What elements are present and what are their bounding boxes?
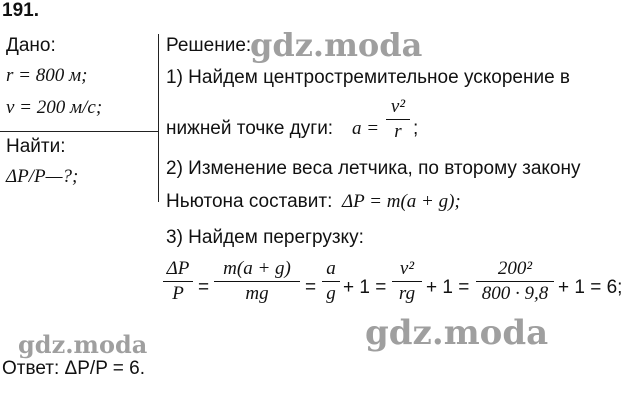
step3-line1: 3) Найдем перегрузку: — [166, 227, 364, 248]
given-velocity: v = 200 м/с; — [6, 97, 103, 118]
final-fraction-4-numerator: v² — [399, 258, 415, 279]
find-heading: Найти: — [6, 136, 66, 157]
final-fraction-4 — [392, 258, 422, 305]
step1-end: ; — [413, 118, 419, 139]
step1-fraction — [386, 96, 410, 143]
fraction-bar — [476, 281, 554, 282]
step1-fraction-denominator: r — [394, 121, 402, 142]
answer-line: Ответ: ΔP/P = 6. — [2, 358, 146, 379]
final-fraction-4-denominator: rg — [398, 283, 416, 304]
final-fraction-2 — [214, 258, 300, 305]
step1-formula-lhs: a = — [352, 118, 380, 139]
step1-fraction-numerator: v² — [390, 96, 406, 117]
final-fraction-2-denominator: mg — [245, 283, 269, 304]
final-fraction-3-numerator: a — [326, 258, 336, 279]
final-fraction-5-denominator: 800 · 9,8 — [481, 283, 549, 304]
final-fraction-1-denominator: P — [172, 283, 184, 304]
fraction-bar — [163, 281, 193, 282]
given-solution-divider — [158, 34, 159, 202]
step2-formula: ΔP = m(a + g); — [342, 191, 461, 212]
fraction-bar — [392, 281, 422, 282]
final-fraction-3 — [322, 258, 340, 305]
find-quantity: ΔP/P—?; — [6, 166, 79, 187]
final-fraction-5-numerator: 200² — [497, 258, 533, 279]
step1-line2: нижней точке дуги: — [166, 118, 334, 139]
final-fraction-1-numerator: ΔP — [166, 258, 190, 279]
watermark-bottom: gdz.moda — [18, 330, 148, 359]
step2-line2: Ньютона составит: — [166, 191, 333, 212]
watermark-middle: gdz.moda — [365, 313, 549, 353]
fraction-bar — [322, 281, 340, 282]
fraction-bar — [214, 281, 300, 282]
given-heading: Дано: — [6, 35, 56, 56]
problem-number: 191. — [2, 0, 39, 21]
final-eq-1: = — [198, 277, 210, 298]
given-radius: r = 800 м; — [6, 65, 88, 86]
solution-heading: Решение: — [166, 35, 252, 56]
final-plus-1: + 1 = — [343, 277, 387, 298]
final-fraction-5 — [476, 258, 554, 305]
given-find-divider — [0, 131, 158, 132]
step2-line1: 2) Изменение веса летчика, по второму закону — [166, 158, 581, 179]
final-plus-2: + 1 = — [426, 277, 470, 298]
final-fraction-1 — [163, 258, 193, 305]
final-fraction-2-numerator: m(a + g) — [223, 258, 291, 279]
fraction-bar — [386, 119, 410, 120]
final-fraction-3-denominator: g — [326, 283, 336, 304]
final-eq-2: = — [305, 277, 317, 298]
watermark-top: gdz.moda — [250, 26, 423, 64]
final-end: + 1 = 6; — [558, 277, 623, 298]
step1-line1: 1) Найдем центростремительное ускорение в — [166, 67, 571, 88]
